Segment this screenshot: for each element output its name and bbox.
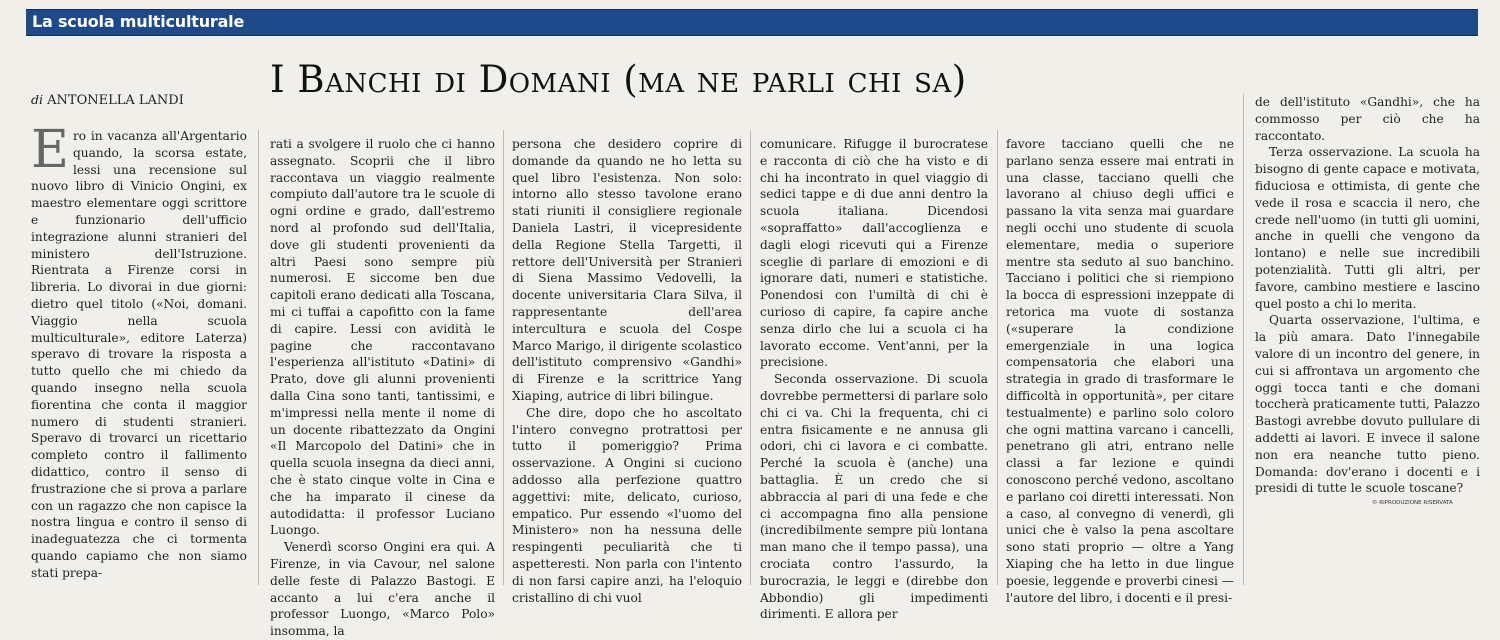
article-column-1: [31, 120, 247, 582]
copyright-notice: © RIPRODUZIONE RISERVATA: [1372, 500, 1453, 506]
column-divider: [503, 130, 504, 585]
column-3-paragraph-2: Che dire, dopo che ho ascoltato l'intero convegno protrattosi per tutto il pomeriggio? Prima osservazione. A Ongini si cuciono addosso alla perfezione quattro aggettivi: mite, delicato, curioso, empatico. Pur essendo «l'uomo del Ministero» non ha nessuna delle respingenti peculiarità che ti aspetteresti. Non parla con l'intento di non farsi capire anzi, ha l'eloquio cristallino di chi vuol: [512, 405, 742, 605]
byline-prefix: di: [31, 92, 43, 107]
section-banner: [26, 9, 1478, 36]
column-2-paragraph-2: Venerdì scorso Ongini era qui. A Firenze, in via Cavour, nel salone delle feste di Palazzo Bastogi. E accanto a lui c'era anche il professor Luongo, «Marco Polo» insomma, la: [270, 540, 495, 639]
headline: I Banchi di Domani (ma ne parli chi sa): [270, 58, 967, 101]
column-4-paragraph-1: comunicare. Rifugge il burocratese e racconta di ciò che ha visto e di chi ha incontrato in quel viaggio di sedici tappe e di due anni dentro la scuola italiana. Dicendosi «sopraffatto» dall'accoglienza e dagli elogi ricevuti qui a Firenze sceglie di parlare di emozioni e di ignorare dati, numeri e statistiche. Ponendosi con l'umiltà di chi è curioso di capire, fa capire anche senza dirlo che lui a scuola ci ha lavorato eccome. Vent'anni, per la precisione.: [760, 137, 988, 370]
column-divider: [750, 130, 751, 585]
article-column-3: [512, 136, 742, 606]
column-5-paragraph-1: favore tacciano quelli che ne parlano senza essere mai entrati in una classe, tacciano quelli che lavorano al chiuso degli uffici e passano la vita senza mai guardare negli occhi uno studente di scuola elementare, media o superiore mentre sta seduto al suo banchino. Tacciano i politici che si riempiono la bocca di espressioni inzeppate di retorica ma vuote di sostanza («superare la condizione emergenziale in una logica compensatoria che elabori una strategia in grado di trasformare le difficoltà in opportunità», per citare testualmente) e parlino solo coloro che ogni mattina varcano i cancelli, penetrano gli atri, entrano nelle classi a far lezione e quindi conoscono perché vedono, ascoltano e parlano coi diretti interessati. Non a caso, al convegno di venerdì, gli unici che è valso la pena ascoltare sono stati proprio — oltre a Yang Xiaping che ha letto in due lingue poesie, leggende e proverbi cinesi — l'autore del libro, i docenti e il presi-: [1006, 137, 1234, 605]
section-label: La scuola multiculturale: [32, 12, 245, 31]
column-divider: [997, 130, 998, 585]
column-6-paragraph-2: Terza osservazione. La scuola ha bisogno di gente capace e motivata, fiduciosa e ottimista, di gente che vede il rosa e scaccia il nero, che crede nell'uomo (in tutti gli uomini, anche in quelli che vengono da lontano) e nelle sue incredibili potenzialità. Tutti gli altri, per favore, cambino mestiere e lascino quel posto a chi lo merita.: [1255, 145, 1480, 311]
column-6-paragraph-1: de dell'istituto «Gandhi», che ha commosso per ciò che ha raccontato.: [1255, 95, 1480, 143]
column-2-paragraph-1: rati a svolgere il ruolo che ci hanno assegnato. Scoprii che il libro raccontava un viaggio realmente compiuto dall'autore tra le scuole di ogni ordine e grado, dall'estremo nord al profondo sud dell'Italia, dove gli studenti provenienti da altri Paesi sono sempre più numerosi. E siccome ben due capitoli erano dedicati alla Toscana, mi ci tuffai a capofitto con la fame di capire. Lessi con avidità le pagine che raccontavano l'esperienza all'istituto «Datini» di Prato, dove gli alunni provenienti dalla Cina sono tanti, tantissimi, e m'impressi nella mente il nome di un docente ribattezzato da Ongini «Il Marcopolo del Datini» che in quella scuola insegna da dieci anni, che è stato cinque volte in Cina e che ha imparato il cinese da autodidatta: il professor Luciano Luongo.: [270, 137, 495, 538]
column-divider: [1243, 94, 1244, 585]
byline-author: ANTONELLA LANDI: [47, 93, 184, 108]
column-divider: [258, 130, 259, 585]
column-6-paragraph-3: Quarta osservazione, l'ultima, e la più amara. Dato l'innegabile valore di un incontro del genere, in cui si affrontava un argomento che oggi tocca tanti e che domani toccherà praticamente tutti, Palazzo Bastogi avrebbe dovuto pullulare di addetti ai lavori. E invece il salone non era neanche tutto pieno. Domanda: dov'erano i docenti e i presidi di tutte le scuole toscane?: [1255, 313, 1480, 496]
article-column-6: [1255, 94, 1480, 497]
column-3-paragraph-1: persona che desidero coprire di domande da quando ne ho letta su quel libro l'esistenza. Non solo: intorno allo stesso tavolone erano stati riuniti il consigliere regionale Daniela Lastri, il vicepresidente della Regione Stella Targetti, il rettore dell'Università per Stranieri di Siena Massimo Vedovelli, la docente universitaria Clara Silva, il rappresentante dell'area intercultura e scuola del Cospe Marco Marigo, il dirigente scolastico dell'istituto comprensivo «Gandhi» di Firenze e la scrittrice Yang Xiaping, autrice di libri bilingue.: [512, 137, 742, 403]
drop-cap: E: [31, 120, 69, 180]
article-column-5: [1006, 136, 1234, 606]
byline: [31, 92, 184, 108]
article-column-4: [760, 136, 988, 623]
article-column-2: [270, 136, 495, 640]
column-1-paragraph-1: ro in vacanza all'Argentario quando, la scorsa estate, lessi una recensione sul nuovo libro di Vinicio Ongini, ex maestro elementare oggi scrittore e funzionario dell'ufficio integrazione alunni stranieri del ministero dell'Istruzione. Rientrata a Firenze corsi in libreria. Lo divorai in due giorni: dietro quel titolo («Noi, domani. Viaggio nella scuola multiculturale», editore Laterza) speravo di trovare la risposta a tutto quello che mi chiedo da quando insegno nella scuola fiorentina che conta il maggior numero di studenti stranieri. Speravo di trovarci un ricettario completo contro il fallimento didattico, contro il senso di frustrazione che si prova a parlare con un ragazzo che non capisce la nostra lingua e contro il senso di inadeguatezza che ci tormenta quando capiamo che non siamo stati prepa-: [31, 129, 247, 580]
column-4-paragraph-2: Seconda osservazione. Di scuola dovrebbe permettersi di parlare solo chi ci va. Chi la frequenta, chi ci entra fisicamente e ne annusa gli odori, chi ci lavora e ci combatte. Perché la scuola è (anche) una battaglia. È un credo che si abbraccia al pari di una fede e che ci accompagna fino alla pensione (incredibilmente sempre più lontana man mano che il tempo passa), una crociata contro l'assurdo, la burocrazia, le leggi e (direbbe don Abbondio) gli impedimenti dirimenti. E allora per: [760, 372, 988, 622]
